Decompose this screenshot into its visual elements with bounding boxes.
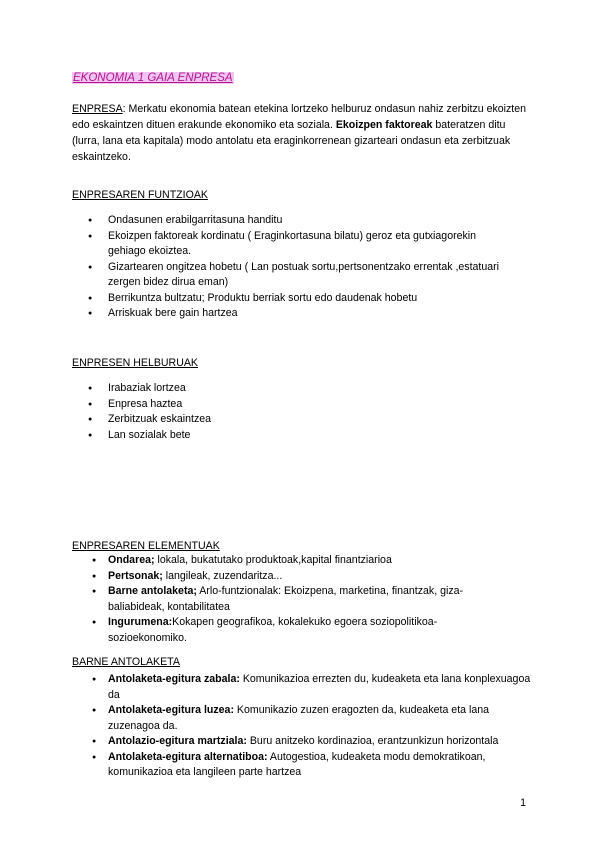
list-barne-antolaketa <box>72 672 532 781</box>
list-item: ● Arriskuak bere gain hartzea <box>72 306 502 322</box>
heading-barne-antolaketa: BARNE ANTOLAKETA <box>72 656 180 668</box>
item-text: Komunikazioa errezten du, kudeaketa eta lana konplexuagoa da <box>108 673 531 701</box>
list-item: ● Ekoizpen faktoreak kordinatu ( Eraginkortasuna bilatu) geroz eta gutxiagorekin gehiago ekoiztea. <box>72 229 502 260</box>
intro-term: ENPRESA <box>72 103 123 115</box>
page-number: 1 <box>520 797 526 809</box>
list-funtzioak <box>72 213 502 322</box>
item-text: Buru anitzeko kordinazioa, erantzunkizun horizontala <box>246 735 499 747</box>
item-text: langileak, zuzendaritza... <box>162 569 283 582</box>
list-item <box>72 569 502 585</box>
item-bold: Antolaketa-egitura luzea: <box>108 704 234 716</box>
list-item <box>72 553 502 569</box>
list-item <box>72 672 532 703</box>
item-text: Autogestioa, kudeaketa modu demokratikoan, komunikazioa eta langileen parte hartzea <box>108 750 486 778</box>
list-item <box>72 734 532 750</box>
list-item: ● Enpresa haztea <box>72 397 502 413</box>
list-item <box>72 615 502 646</box>
list-item: ● Ondasunen erabilgarritasuna handitu <box>72 213 502 229</box>
list-item: ● Gizartearen ongitzea hobetu ( Lan postuak sortu,pertsonentzako errentak ,estatuari zergen bidez dirua eman) <box>72 260 502 291</box>
intro-text-2: bateratzen ditu (lurra, lana eta kapitala) modo antolatu eta eraginkorrenean gizarteari ondasun eta zerbitzuak eskaintzeko. <box>72 119 511 163</box>
list-item: ● Irabaziak lortzea <box>72 381 502 397</box>
list-item: ● Berrikuntza bultzatu; Produktu berriak sortu edo daudenak hobetu <box>72 291 502 307</box>
list-elementuak <box>72 553 502 646</box>
item-bold: Antolazio-egitura martziala: <box>108 735 247 747</box>
item-bold: Pertsonak; <box>108 569 163 582</box>
heading-elementuak: ENPRESAREN ELEMENTUAK <box>72 540 220 552</box>
heading-helburuak: ENPRESEN HELBURUAK <box>72 357 198 369</box>
item-bold: Ondarea; <box>108 554 155 566</box>
heading-funtzioak: ENPRESAREN FUNTZIOAK <box>72 189 208 201</box>
item-bold: Antolaketa-egitura zabala: <box>108 673 240 685</box>
title-text: EKONOMIA 1 GAIA ENPRESA <box>73 72 233 84</box>
list-item: ● Lan sozialak bete <box>72 428 502 444</box>
item-bold: Ingurumena: <box>108 616 173 628</box>
list-item <box>72 750 532 781</box>
item-text: Kokapen geografikoa, kokalekuko egoera soziopolitikoa-sozioekonomiko. <box>108 616 438 644</box>
item-text: lokala, bukatutako produktoak,kapital finantziarioa <box>154 554 392 566</box>
intro-paragraph <box>72 101 532 165</box>
item-bold: Antolaketa-egitura alternatiboa: <box>108 750 268 763</box>
intro-text-1: : Merkatu ekonomia batean etekina lortzeko helburuz ondasun nahiz zerbitzu ekoizten edo eskaintzen dituen erakunde ekonomiko eta soziala. <box>72 103 527 131</box>
list-item <box>72 584 502 615</box>
document-title <box>72 72 234 84</box>
list-item: ● Zerbitzuak eskaintzea <box>72 412 502 428</box>
item-text: Arlo-funtzionalak: Ekoizpena, marketina, finantzak, giza-baliabideak, kontabilitatea <box>108 585 464 613</box>
list-helburuak <box>72 381 502 443</box>
list-item <box>72 703 532 734</box>
item-text: Komunikazio zuzen eragozten da, kudeaketa eta lana zuzenagoa da. <box>108 704 489 732</box>
intro-bold: Ekoizpen faktoreak <box>335 119 433 131</box>
item-bold: Barne antolaketa; <box>108 585 197 597</box>
